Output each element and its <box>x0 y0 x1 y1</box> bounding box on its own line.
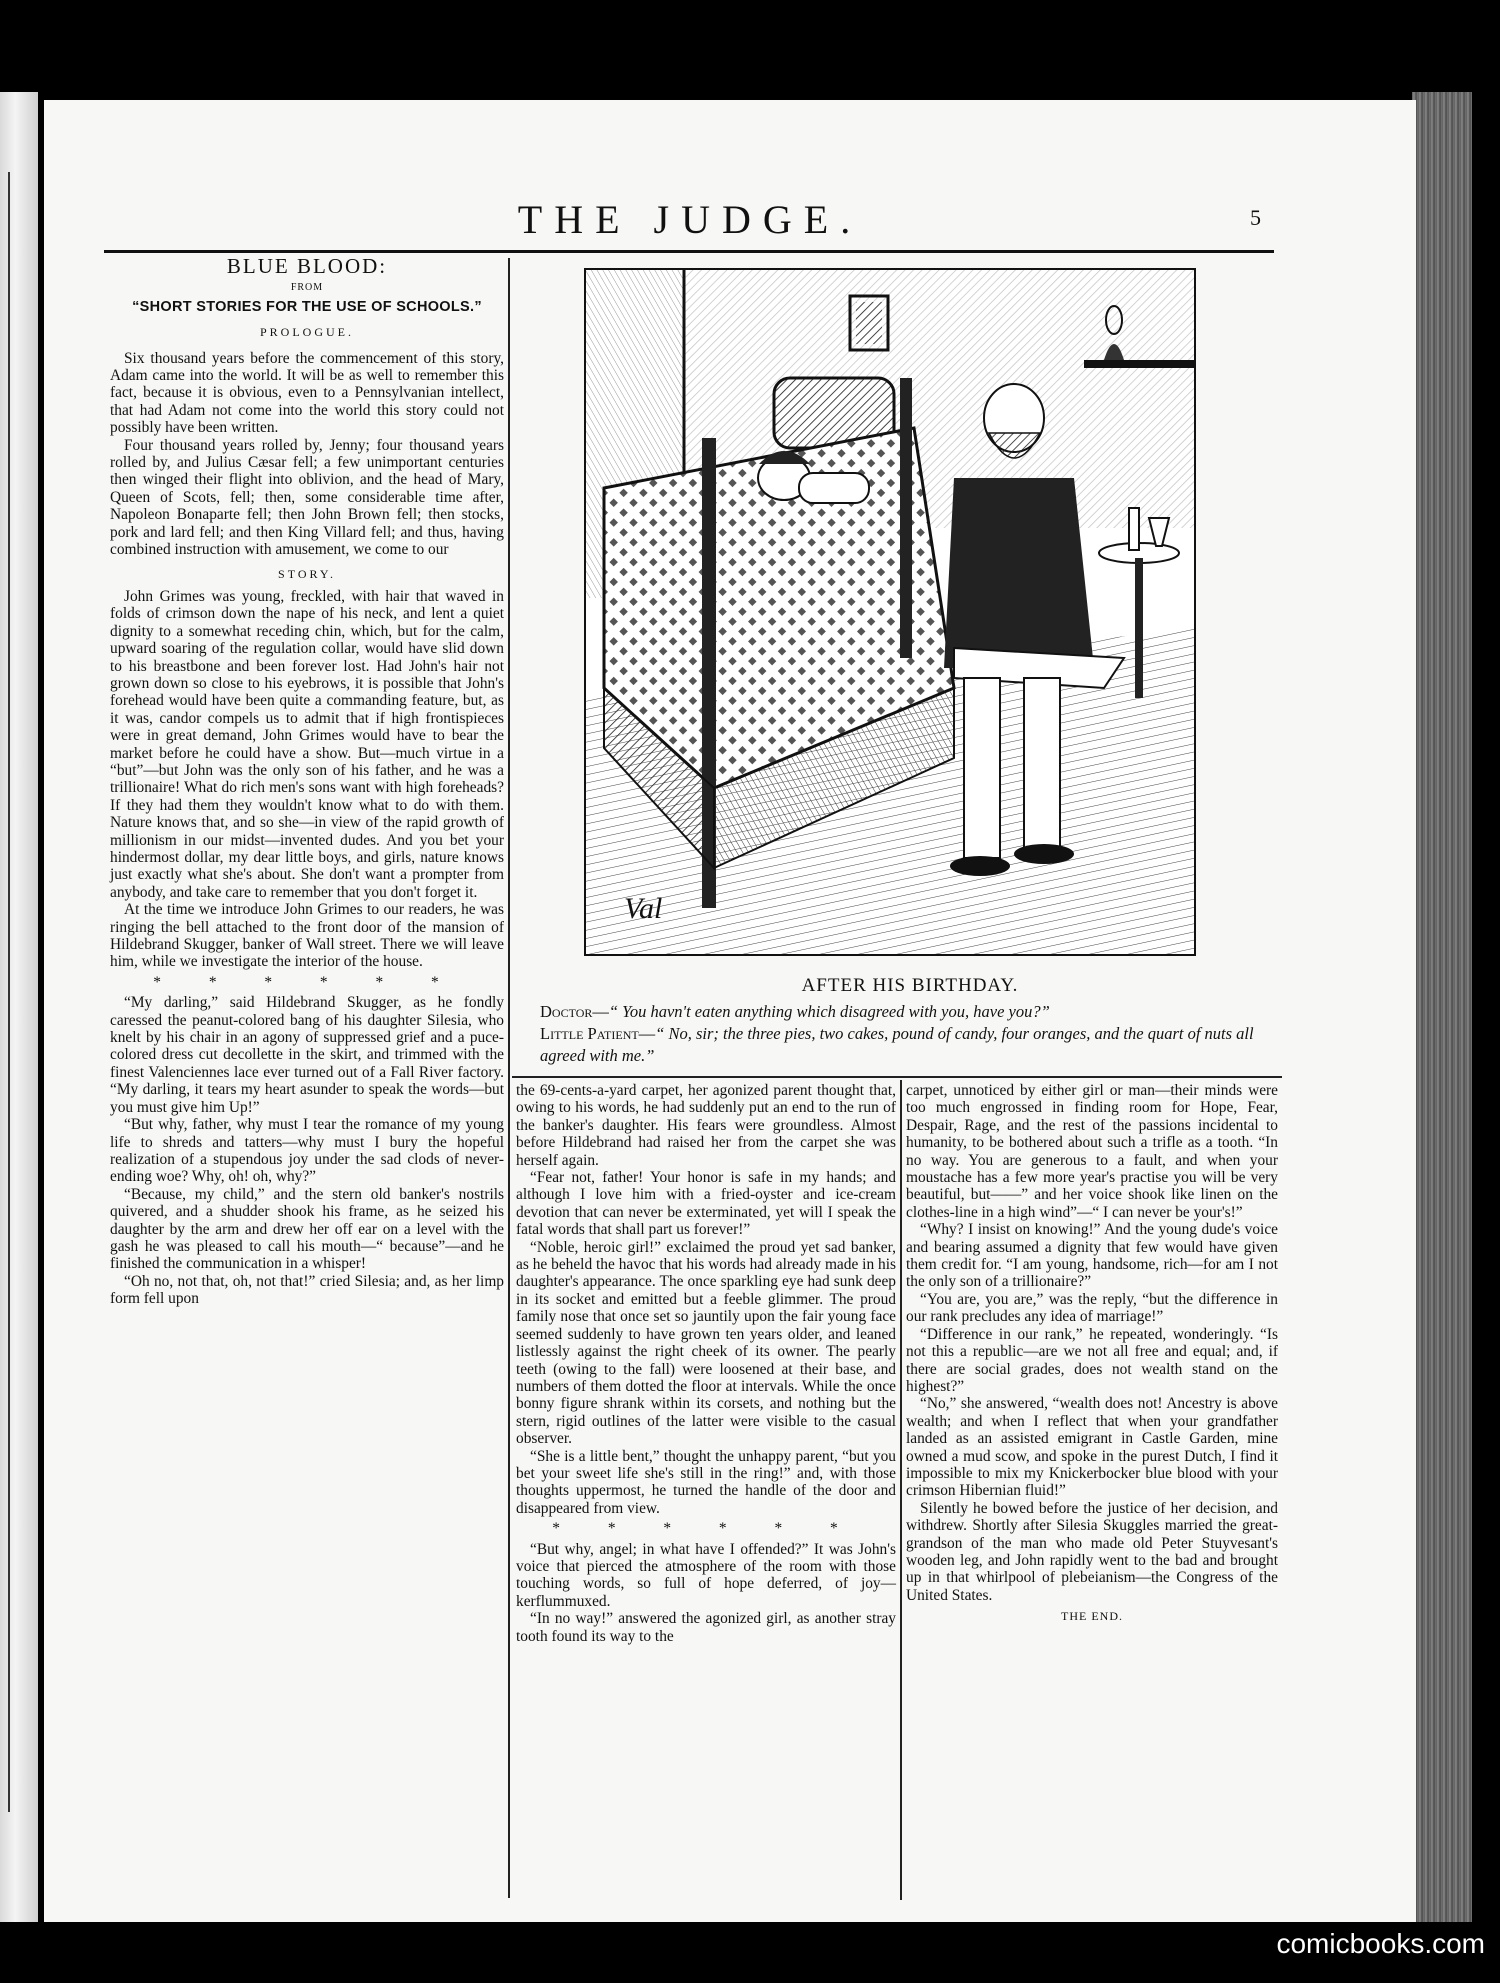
bed-post-back <box>900 378 912 658</box>
artist-signature: Val <box>624 892 663 925</box>
caption-title: AFTER HIS BIRTHDAY. <box>801 975 1019 996</box>
masthead-rule <box>104 250 1274 253</box>
story-paragraph: “But why, father, why must I tear the romance of my young life to shreds and tatters—why must I bury the hopeful realization of a stupendous joy under the sad clods of never-ending woe? Why, oh! oh, why?” <box>110 1116 504 1186</box>
story-column-1 <box>110 256 504 1896</box>
caption-doctor-speaker: Doctor— <box>540 1002 609 1021</box>
story-paragraph: “Why? I insist on knowing!” And the young dude's voice and bearing assumed a dignity that few would have given them credit for. “I am young, handsome, rich—for am I not the only son of a trillionaire?” <box>906 1221 1278 1291</box>
cartoon-caption <box>540 975 1280 1067</box>
story-paragraph: “Noble, heroic girl!” exclaimed the proud yet sad banker, as he beheld the havoc that his words had already made in his daughter's appearance. The once sparkling eye had sunk deep in its socket and emitted but a feeble glimmer. The proud family nose that once set so jauntily upon the fair young face seemed suddenly to have grown ten years older, and leaned listlessly against the right cheek of its owner. The pearly teeth (owing to the fall) were loosened at their base, and numbers of them dotted the floor at intervals. While the once bonny figure shrank within its corsets, and nothing but the stern, rigid outlines of the latter were visible to the casual observer. <box>516 1238 896 1448</box>
story-subtitle: “SHORT STORIES FOR THE USE OF SCHOOLS.” <box>132 298 482 315</box>
story-paragraph: “My darling,” said Hildebrand Skugger, as he fondly caressed the peanut-colored bang of his daughter Silesia, who knelt by his chair in an agony of suppressed grief and a puce-colored dress cut decollette in the skirt, and trimmed with the finest Valenciennes lace ever turned out of a Fall River factory. “My darling, it tears my heart asunder to speak the words—but you must give him Up!” <box>110 994 504 1116</box>
the-end-label: THE END. <box>1061 1609 1123 1624</box>
side-table-leg <box>1135 558 1143 698</box>
medicine-bottle-icon <box>1129 508 1139 550</box>
story-paragraph: “Fear not, father! Your honor is safe in my hands; and although I love him with a fried-oyster and ice-cream devotion that can never be exterminated, yet will I speak the fatal words that shall part us forever!” <box>516 1169 896 1239</box>
story-paragraph: “But why, angel; in what have I offended?” It was John's voice that pierced the atmosphere of the room with those touching words, so full of hope deferred, of joy—kerflummuxed. <box>516 1540 896 1610</box>
prologue-paragraph: Six thousand years before the commencement of this story, Adam came into the world. It will be as well to remember this fact, because it is obvious, even to a Pennsylvanian intellect, that had Adam not come into the world this story could not possibly have been written. <box>110 349 504 437</box>
story-title: BLUE BLOOD: <box>226 254 388 278</box>
story-heading: STORY. <box>278 566 336 581</box>
section-stars: * * * * * * <box>153 973 461 991</box>
column-rule <box>508 258 510 1898</box>
caption-doctor-line <box>540 1001 1280 1023</box>
doctor-coat <box>944 478 1094 668</box>
story-column-3 <box>906 1082 1278 1882</box>
wall-picture <box>856 302 882 344</box>
facing-page-rule <box>8 172 10 1812</box>
section-stars: * * * * * * <box>552 1520 860 1538</box>
doctor-shoe-right <box>1014 844 1074 864</box>
prologue-paragraph: Four thousand years rolled by, Jenny; four thousand years rolled by, and Julius Cæsar fell; a few unimportant centuries then winged their flight into oblivion, and the head of Mary, Queen of Scots, fell; then, some considerable time after, Napoleon Bonaparte fell; then John Brown fell; then stocks, pork and lard fell; and then King Villard fell; and thus, having combined instruction with amusement, we come to our <box>110 436 504 559</box>
story-paragraph: the 69-cents-a-yard carpet, her agonized parent thought that, owing to his words, he had suddenly put an end to the run of the banker's daughter. His fears were groundless. Almost before Hildebrand had raised her from the carpet she was herself again. <box>516 1082 896 1169</box>
prologue-heading: PROLOGUE. <box>259 325 354 340</box>
story-paragraph: “In no way!” answered the agonized girl, as another stray tooth found its way to the <box>516 1610 896 1645</box>
story-paragraph: “Difference in our rank,” he repeated, wonderingly. “Is not this a republic—are we not all free and equal; and, if there are social grades, does not wealth stand on the highest?” <box>906 1325 1278 1395</box>
story-paragraph: At the time we introduce John Grimes to our readers, he was ringing the bell attached to the front door of the mansion of Hildebrand Skugger, banker of Wall street. There we will leave him, while we investigate the interior of the house. <box>110 901 504 971</box>
page-stack-edge <box>1412 92 1472 1922</box>
page-number: 5 <box>1250 205 1261 230</box>
story-paragraph: “Oh no, not that, oh, not that!” cried Silesia; and, as her limp form fell upon <box>110 1272 504 1308</box>
story-paragraph: “She is a little bent,” thought the unhappy parent, “but you bet your sweet life she's still in the ring!” and, with those thoughts uppermost, he turned the handle of the door and disappeared from view. <box>516 1447 896 1517</box>
story-paragraph: Silently he bowed before the justice of her decision, and withdrew. Shortly after Silesia Skuggles married the great-grandson of the man who made old Peter Stuyvesant's wooden leg, and John rapidly went to the bad and brought up in that whirlpool of plebeianism—the Congress of the United States. <box>906 1499 1278 1604</box>
story-paragraph: “You are, you are,” was the reply, “but the difference in our rank precludes any idea of marriage!” <box>906 1290 1278 1326</box>
story-paragraph: “Because, my child,” and the stern old banker's nostrils quivered, and a shudder shook his frame, as he seized his daughter by the arm and drew her off ear on a level with the gash he was pleased to call his mouth—“ because”—and he finished the communication in a whisper! <box>110 1185 504 1273</box>
wall-shelf <box>1084 360 1194 368</box>
cartoon-illustration <box>584 268 1196 956</box>
pillow <box>799 473 869 503</box>
story-from-label: FROM <box>290 282 324 294</box>
story-column-2 <box>516 1082 896 1882</box>
story-paragraph: “No,” she answered, “wealth does not! Ancestry is above wealth; and when I reflect that when your grandfather landed as an assisted emigrant in Castle Garden, mine owned a mud scow, and spoke in the purest Dutch, I find it impossible to mix my Knickerbocker blue blood with your crimson Hibernian fluid!” <box>906 1395 1278 1500</box>
site-watermark: comicbooks.com <box>1276 1928 1485 1959</box>
caption-bottom-rule <box>512 1076 1282 1078</box>
doctor-leg-right <box>1024 678 1060 848</box>
caption-patient-line <box>540 1023 1280 1067</box>
column-rule <box>900 1080 902 1900</box>
doctor-shoe-left <box>950 856 1010 876</box>
doctor-leg-left <box>964 678 1000 858</box>
caption-doctor-text: “ You havn't eaten anything which disagreed with you, have you?” <box>608 1002 1050 1021</box>
caption-patient-text: “ No, sir; the three pies, two cakes, pound of candy, four oranges, and the quart of nuts all agreed with me.” <box>540 1024 1254 1065</box>
story-paragraph: carpet, unnoticed by either girl or man—their minds were too much engrossed in finding room for Hope, Fear, Despair, Rage, and the rest of the passions incidental to humanity, to be bothered about such a trifle as a tooth. “In no way. You are generous to a fault, and when your moustache has a few more year's practise you will be very beautiful, but——” and her voice shook like linen on the clothes-line in a high wind”—“ I can never be your's!” <box>906 1082 1278 1221</box>
caption-patient-speaker: Little Patient— <box>540 1024 656 1043</box>
story-paragraph: John Grimes was young, freckled, with hair that waved in folds of crimson down the nape of his neck, and lent a quiet dignity to a somewhat receding chin, which, but for the calm, upward soaring of the regulation collar, would have slid down to his breastbone and been forever lost. Had John's hair not grown down so close to his eyebrows, it is possible that John's forehead would have been quite a commanding feature, but, as it was, candor compels us to admit that if high frontispieces were in great demand, John Grimes would have to bear the market before he could have a show. But—much virtue in a “but”—but John was the only son of his father, and he was a trillionaire! What do rich men's sons want with high foreheads? If they had them they wouldn't know what to do with them. Nature knows that, and so she—in view of the rapid growth of millionism in our midst—invented dudes. And you bet your hindermost dollar, my dear little boys, and girls, nature knows just exactly what she's about. She don't want a prompter from anybody, and take care to remember that you don't forget it. <box>110 587 504 901</box>
masthead-title: THE JUDGE. <box>517 197 863 242</box>
facing-page-edge <box>0 92 38 1922</box>
